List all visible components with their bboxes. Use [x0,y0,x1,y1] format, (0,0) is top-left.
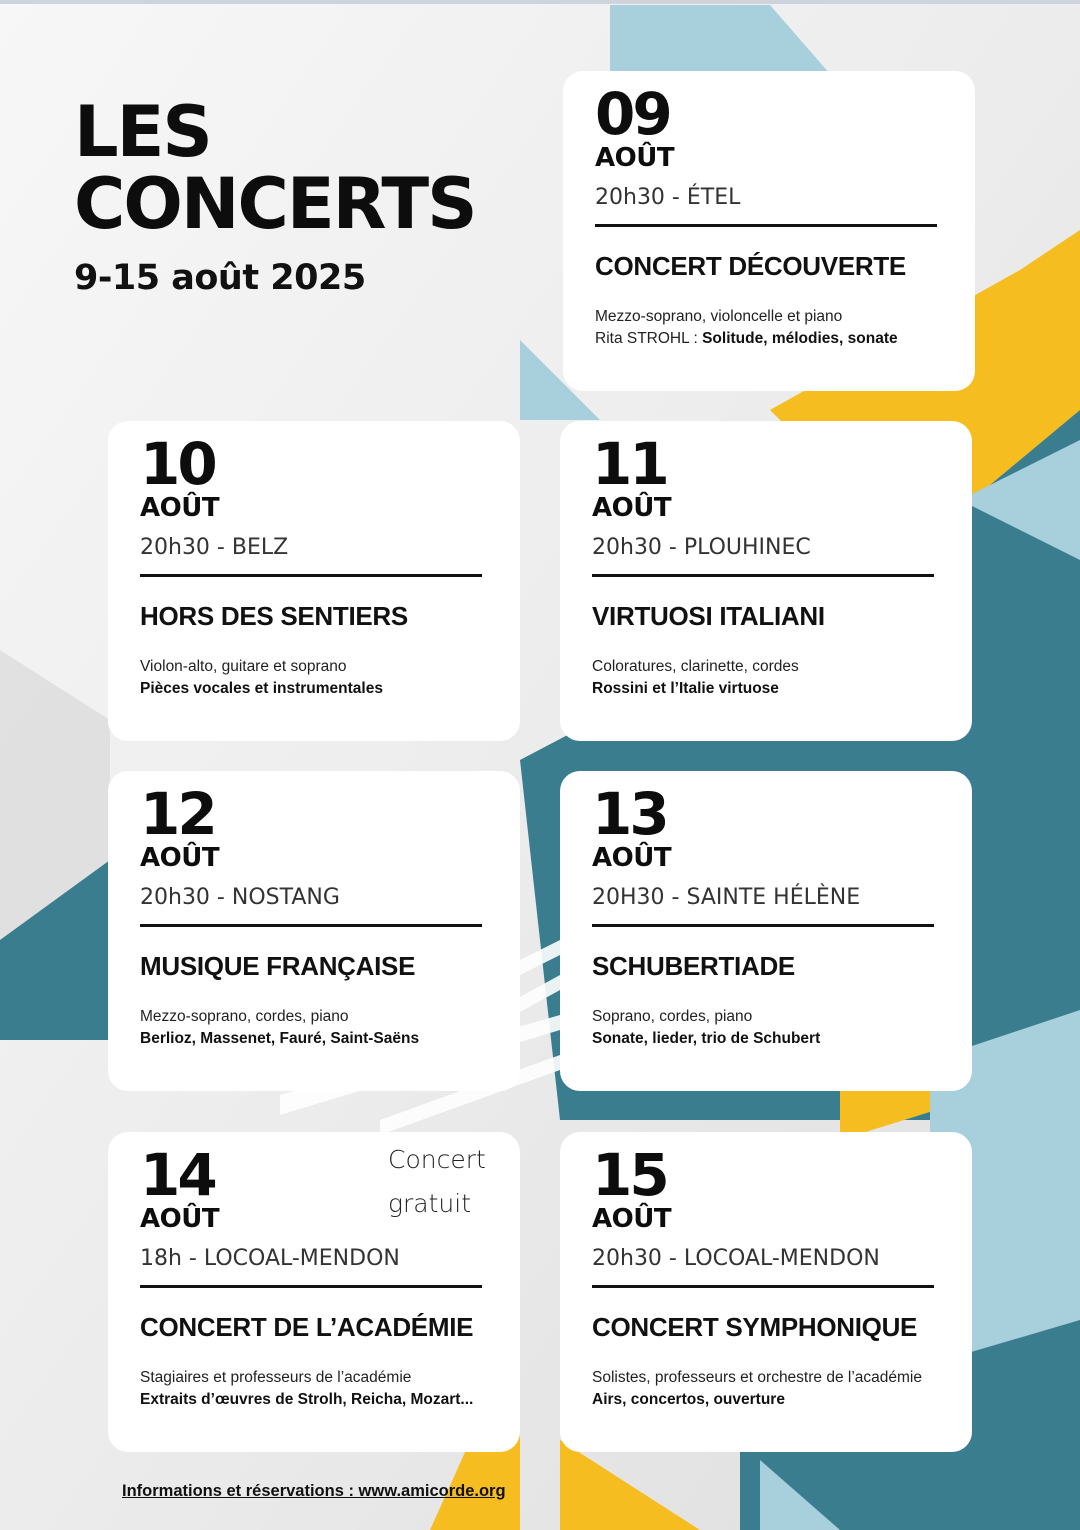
concert-description: Stagiaires et professeurs de l’académie [140,1369,412,1386]
concert-description: Mezzo-soprano, violoncelle et piano [595,308,843,325]
divider [592,574,934,577]
free-note-line-1: Concert [388,1145,486,1174]
concert-name: SCHUBERTIADE [592,951,795,981]
concert-time-place: 20h30 - NOSTANG [140,885,340,910]
concert-month: AOÛT [140,493,220,523]
festival-dates: 9-15 août 2025 [74,258,366,298]
concert-day: 14 [140,1141,215,1209]
concert-month: AOÛT [140,1204,220,1234]
concert-description: Solistes, professeurs et orchestre de l’académie [592,1369,922,1386]
concert-description: Mezzo-soprano, cordes, piano [140,1008,349,1025]
concert-program: Berlioz, Massenet, Fauré, Saint-Saëns [140,1030,420,1047]
divider [595,224,937,227]
concert-name: MUSIQUE FRANÇAISE [140,951,416,981]
concert-day: 13 [592,780,667,848]
concert-description: Coloratures, clarinette, cordes [592,658,799,675]
divider [592,1285,934,1288]
concert-card-13 [560,771,972,1091]
concert-composer: Rita STROHL : [595,330,703,347]
divider [140,574,482,577]
concert-card-14 [108,1132,520,1452]
concert-name: CONCERT DÉCOUVERTE [595,251,906,281]
concert-month: AOÛT [592,1204,672,1234]
concert-card-11 [560,421,972,741]
concert-card-12 [108,771,520,1091]
concert-card-09 [563,71,975,391]
concert-time-place: 20h30 - BELZ [140,535,289,560]
concert-day: 11 [592,430,667,498]
concert-name: CONCERT DE L’ACADÉMIE [140,1312,474,1342]
concert-month: AOÛT [595,143,675,173]
divider [140,924,482,927]
concert-time-place: 20h30 - LOCOAL-MENDON [592,1246,880,1271]
title-line-1: LES [74,91,211,173]
concert-time-place: 20h30 - ÉTEL [595,185,741,210]
divider [592,924,934,927]
reservation-info-link[interactable]: Informations et réservations : www.amicorde.org [122,1482,506,1500]
top-border [0,0,1080,4]
title-line-2: CONCERTS [74,163,476,245]
concert-program: Extraits d’œuvres de Strolh, Reicha, Mozart... [140,1391,474,1408]
divider [140,1285,482,1288]
concert-program: Rossini et l’Italie virtuose [592,680,779,697]
free-concert-note [388,1138,486,1226]
concert-time-place: 20H30 - SAINTE HÉLÈNE [592,885,861,910]
concert-name: CONCERT SYMPHONIQUE [592,1312,918,1342]
concert-description: Violon-alto, guitare et soprano [140,658,347,675]
concert-program: Pièces vocales et instrumentales [140,680,383,697]
concert-program: Solitude, mélodies, sonate [702,330,898,347]
concert-day: 09 [595,80,670,148]
concert-day: 12 [140,780,215,848]
concert-card-15 [560,1132,972,1452]
concert-time-place: 20h30 - PLOUHINEC [592,535,811,560]
poster-title [74,91,476,298]
concert-program: Sonate, lieder, trio de Schubert [592,1030,821,1047]
concert-card-10 [108,421,520,741]
concert-month: AOÛT [592,843,672,873]
concert-month: AOÛT [592,493,672,523]
concert-name: VIRTUOSI ITALIANI [592,601,825,631]
concert-month: AOÛT [140,843,220,873]
concert-name: HORS DES SENTIERS [140,601,408,631]
concert-program-line [595,328,943,350]
concert-program: Airs, concertos, ouverture [592,1391,785,1408]
concert-time-place: 18h - LOCOAL-MENDON [140,1246,400,1271]
free-note-line-2: gratuit [388,1189,471,1218]
concert-description: Soprano, cordes, piano [592,1008,753,1025]
concert-day: 15 [592,1141,667,1209]
concert-day: 10 [140,430,215,498]
